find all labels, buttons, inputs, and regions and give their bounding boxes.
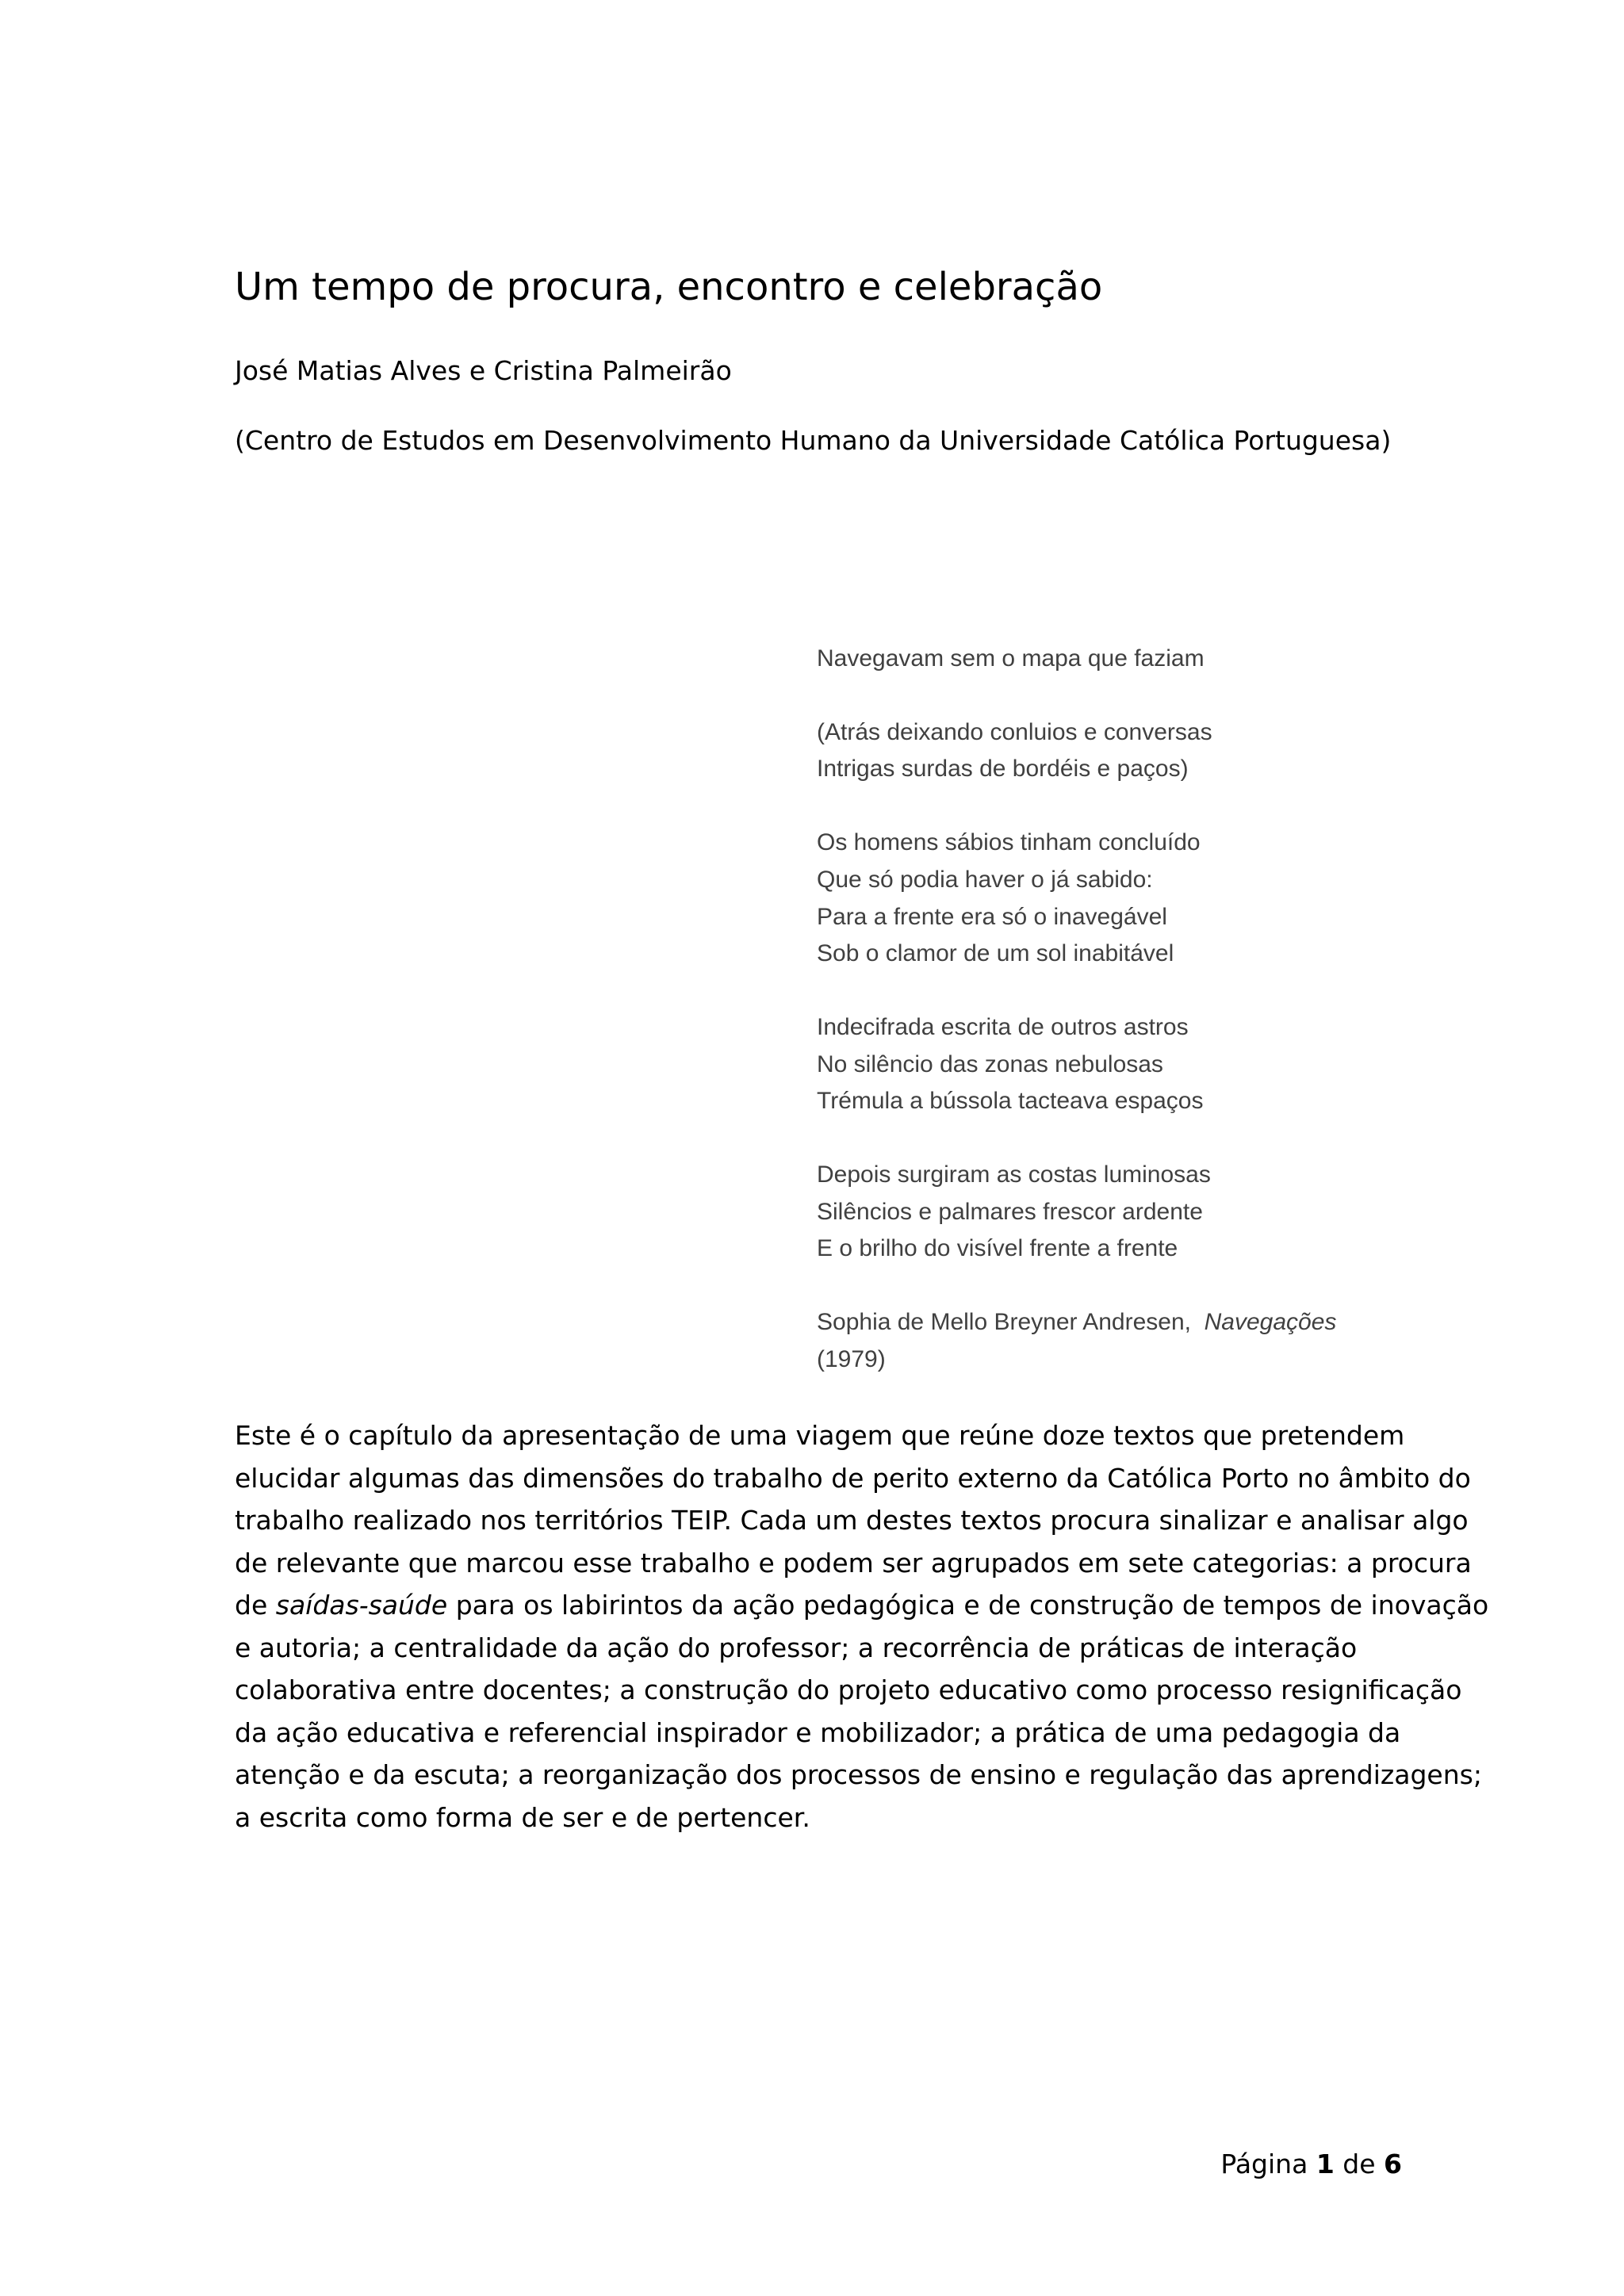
attribution-author: Sophia de Mello Breyner Andresen, xyxy=(817,1309,1191,1336)
of-label: de xyxy=(1342,2149,1376,2179)
body-line: a escrita como forma de ser e de pertencer. xyxy=(235,1801,810,1833)
page-number: 1 xyxy=(1316,2149,1335,2179)
attribution-work: Navegações xyxy=(1204,1309,1337,1336)
body-line-with-emphasis xyxy=(235,1584,1489,1627)
attribution-year: (1979) xyxy=(817,1345,886,1372)
page-label: Página xyxy=(1220,2149,1308,2179)
poem-line: E o brilho do visível frente a frente xyxy=(817,1235,1178,1262)
poem-attribution xyxy=(817,1304,1419,1378)
poem-line: Trémula a bússola tacteava espaços xyxy=(817,1088,1204,1115)
body-line: da ação educativa e referencial inspirador e mobilizador; a prática de uma pedagogia da xyxy=(235,1716,1401,1748)
emphasized-term: saídas-saúde xyxy=(275,1590,448,1621)
total-pages: 6 xyxy=(1384,2149,1402,2179)
poem-stanza-4 xyxy=(817,1009,1419,1120)
poem-line: Depois surgiram as costas luminosas xyxy=(817,1161,1211,1188)
body-line: trabalho realizado nos territórios TEIP. Cada um destes textos procura sinalizar e analisar algo xyxy=(235,1505,1469,1536)
poem-line: Os homens sábios tinham concluído xyxy=(817,829,1201,856)
poem-line: Silêncios e palmares frescor ardente xyxy=(817,1198,1203,1225)
body-text-fragment: de xyxy=(235,1590,268,1621)
poem-line: Navegavam sem o mapa que faziam xyxy=(817,645,1205,672)
body-line: Este é o capítulo da apresentação de uma viagem que reúne doze textos que pretendem xyxy=(235,1420,1405,1451)
poem-stanza-5 xyxy=(817,1157,1419,1268)
poem-line: Sob o clamor de um sol inabitável xyxy=(817,940,1174,967)
poem-stanza-1 xyxy=(817,641,1419,678)
body-line: colaborativa entre docentes; a construção do projeto educativo como processo resignificação xyxy=(235,1674,1462,1705)
poem-line: No silêncio das zonas nebulosas xyxy=(817,1050,1163,1077)
body-line: e autoria; a centralidade da ação do professor; a recorrência de práticas de interação xyxy=(235,1632,1358,1663)
body-line: de relevante que marcou esse trabalho e podem ser agrupados em sete categorias: a procura xyxy=(235,1547,1472,1578)
poem-line: Para a frente era só o inavegável xyxy=(817,903,1167,930)
poem-stanza-3 xyxy=(817,825,1419,973)
body-line: elucidar algumas das dimensões do trabalho de perito externo da Católica Porto no âmbito do xyxy=(235,1462,1471,1494)
body-text-fragment: para os labirintos da ação pedagógica e de construção de tempos de inovação xyxy=(455,1590,1489,1621)
body-line: atenção e da escuta; a reorganização dos processos de ensino e regulação das aprendizagens; xyxy=(235,1759,1482,1790)
poem-line: Indecifrada escrita de outros astros xyxy=(817,1013,1189,1040)
authors-line: José Matias Alves e Cristina Palmeirão xyxy=(235,355,732,386)
poem-line: Intrigas surdas de bordéis e paços) xyxy=(817,756,1189,783)
page-footer xyxy=(1220,2147,1402,2182)
poem-stanza-2 xyxy=(817,714,1419,788)
epigraph-poem xyxy=(817,641,1419,1379)
affiliation-line: (Centro de Estudos em Desenvolvimento Humano da Universidade Católica Portuguesa) xyxy=(235,425,1392,456)
body-paragraph xyxy=(235,1414,1489,1839)
poem-line: Que só podia haver o já sabido: xyxy=(817,866,1153,893)
poem-line: (Atrás deixando conluios e conversas xyxy=(817,718,1212,745)
page-title: Um tempo de procura, encontro e celebração xyxy=(235,265,1103,309)
